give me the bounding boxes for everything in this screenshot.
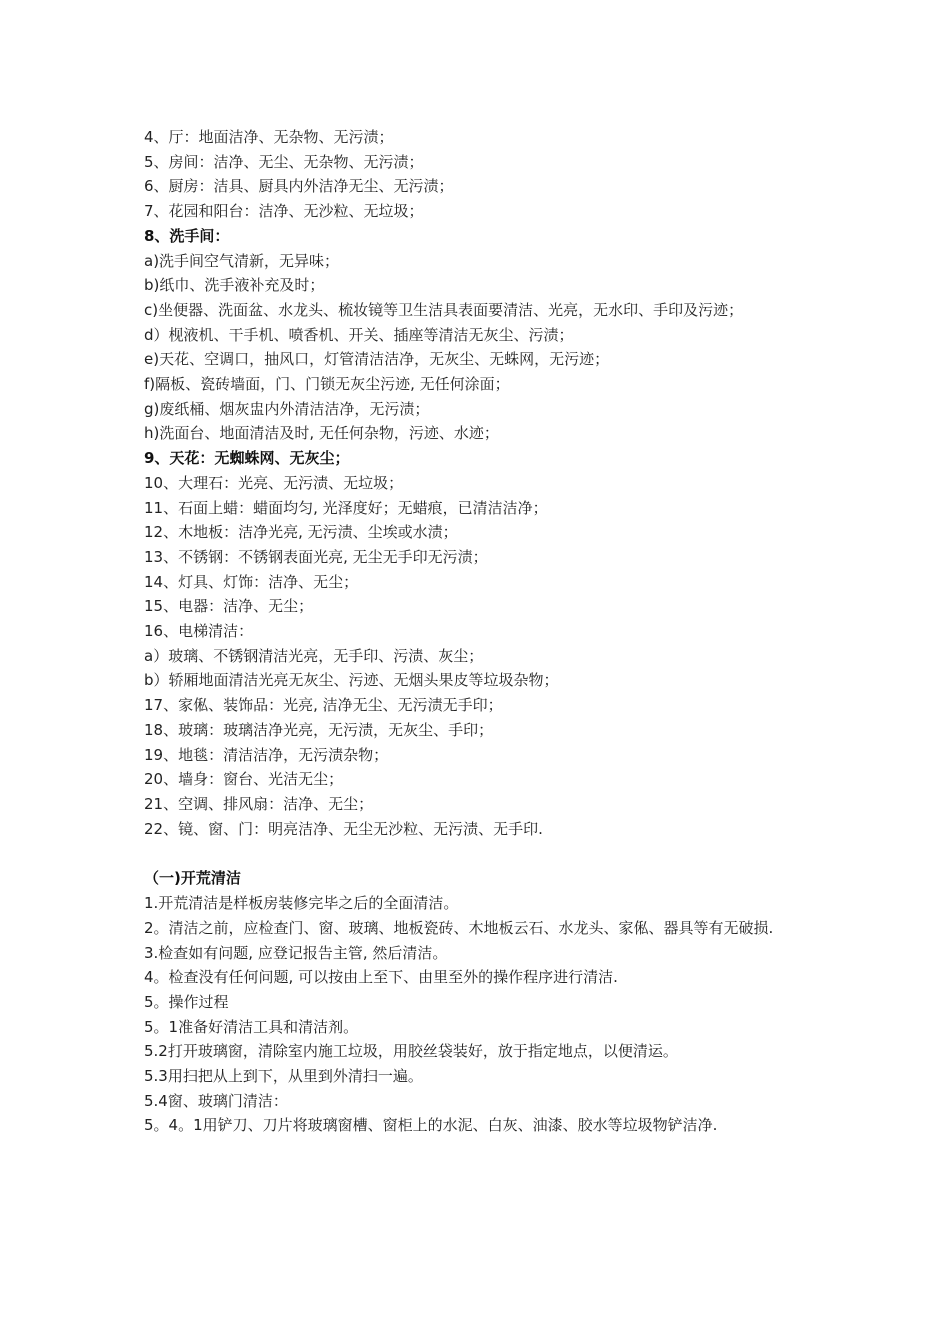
standard-line-16: 16、电梯清洁： (144, 622, 254, 641)
procedure-line-3: 3.检查如有问题, 应登记报告主管, 然后清洁。 (144, 943, 448, 962)
standard-line-7: 7、花园和阳台：洁净、无沙粒、无垃圾； (144, 202, 424, 221)
standard-line-13: 13、不锈钢：不锈钢表面光亮, 无尘无手印无污渍； (144, 547, 488, 566)
section-title: （一)开荒清洁 (144, 869, 241, 888)
procedure-line-4: 4。检查没有任何问题, 可以按由上至下、由里至外的操作程序进行清洁. (144, 968, 618, 987)
procedure-line-2: 2。清洁之前，应检查门、窗、玻璃、地板瓷砖、木地板云石、水龙头、家俬、器具等有无破损. (144, 918, 774, 937)
standard-line-20: 20、墙身：窗台、光洁无尘； (144, 770, 344, 789)
elevator-item-b: b）轿厢地面清洁光亮无灰尘、污迹、无烟头果皮等垃圾杂物； (144, 671, 559, 690)
washroom-item-b: b)纸巾、洗手液补充及时； (144, 276, 325, 295)
washroom-item-h: h)洗面台、地面清洁及时, 无任何杂物，污迹、水迹； (144, 424, 499, 443)
procedure-line-5-4: 5.4窗、玻璃门清洁： (144, 1091, 288, 1110)
procedure-line-1: 1.开荒清洁是样板房装修完毕之后的全面清洁。 (144, 894, 459, 913)
washroom-item-f: f)隔板、瓷砖墙面，门、门锁无灰尘污迹, 无任何涂面； (144, 375, 510, 394)
standard-line-19: 19、地毯：清洁洁净，无污渍杂物； (144, 745, 389, 764)
procedure-line-5-4-1: 5。4。1用铲刀、刀片将玻璃窗槽、窗柜上的水泥、白灰、油漆、胶水等垃圾物铲洁净. (144, 1116, 718, 1135)
procedure-line-5-3: 5.3用扫把从上到下，从里到外清扫一遍。 (144, 1067, 423, 1086)
standards-list (144, 125, 809, 841)
standard-line-5: 5、房间：洁净、无尘、无杂物、无污渍； (144, 152, 424, 171)
standard-line-6: 6、厨房：洁具、厨具内外洁净无尘、无污渍； (144, 177, 454, 196)
procedure-line-5-2: 5.2打开玻璃窗，清除室内施工垃圾，用胶丝袋装好，放于指定地点，以便清运。 (144, 1042, 678, 1061)
section-spacer (144, 841, 809, 866)
procedure-line-5-1: 5。1准备好清洁工具和清洁剂。 (144, 1017, 359, 1036)
document-body (144, 125, 809, 1138)
standard-line-22: 22、镜、窗、门：明亮洁净、无尘无沙粒、无污渍、无手印. (144, 819, 543, 838)
standard-line-15: 15、电器：洁净、无尘； (144, 597, 314, 616)
washroom-item-g: g)废纸桶、烟灰盅内外清洁洁净，无污渍； (144, 399, 430, 418)
washroom-item-c: c)坐便器、洗面盆、水龙头、梳妆镜等卫生洁具表面要清洁、光亮，无水印、手印及污迹； (144, 300, 744, 319)
procedure-list (144, 891, 809, 1138)
washroom-item-e: e)天花、空调口，抽风口，灯管清洁洁净，无灰尘、无蛛网，无污迹； (144, 350, 610, 369)
procedure-line-5: 5。操作过程 (144, 992, 229, 1011)
standard-line-18: 18、玻璃：玻璃洁净光亮，无污渍，无灰尘、手印； (144, 720, 494, 739)
standard-line-4: 4、厅：地面洁净、无杂物、无污渍； (144, 128, 394, 146)
standard-heading-9: 9、天花：无蜘蛛网、无灰尘； (144, 449, 350, 468)
standard-line-17: 17、家俬、装饰品：光亮, 洁净无尘、无污渍无手印； (144, 696, 503, 715)
standard-line-10: 10、大理石：光亮、无污渍、无垃圾； (144, 473, 404, 492)
washroom-item-d: d）枧液机、干手机、喷香机、开关、插座等清洁无灰尘、污渍； (144, 325, 574, 344)
standard-heading-8: 8、洗手间： (144, 226, 230, 245)
washroom-item-a: a)洗手间空气清新，无异味； (144, 251, 340, 270)
standard-line-11: 11、石面上蜡：蜡面均匀, 光泽度好；无蜡痕，已清洁洁净； (144, 498, 548, 517)
standard-line-14: 14、灯具、灯饰：洁净、无尘； (144, 572, 359, 591)
standard-line-12: 12、木地板：洁净光亮, 无污渍、尘埃或水渍； (144, 523, 458, 542)
standard-line-21: 21、空调、排风扇：洁净、无尘； (144, 794, 374, 813)
elevator-item-a: a）玻璃、不锈钢清洁光亮，无手印、污渍、灰尘； (144, 646, 484, 665)
